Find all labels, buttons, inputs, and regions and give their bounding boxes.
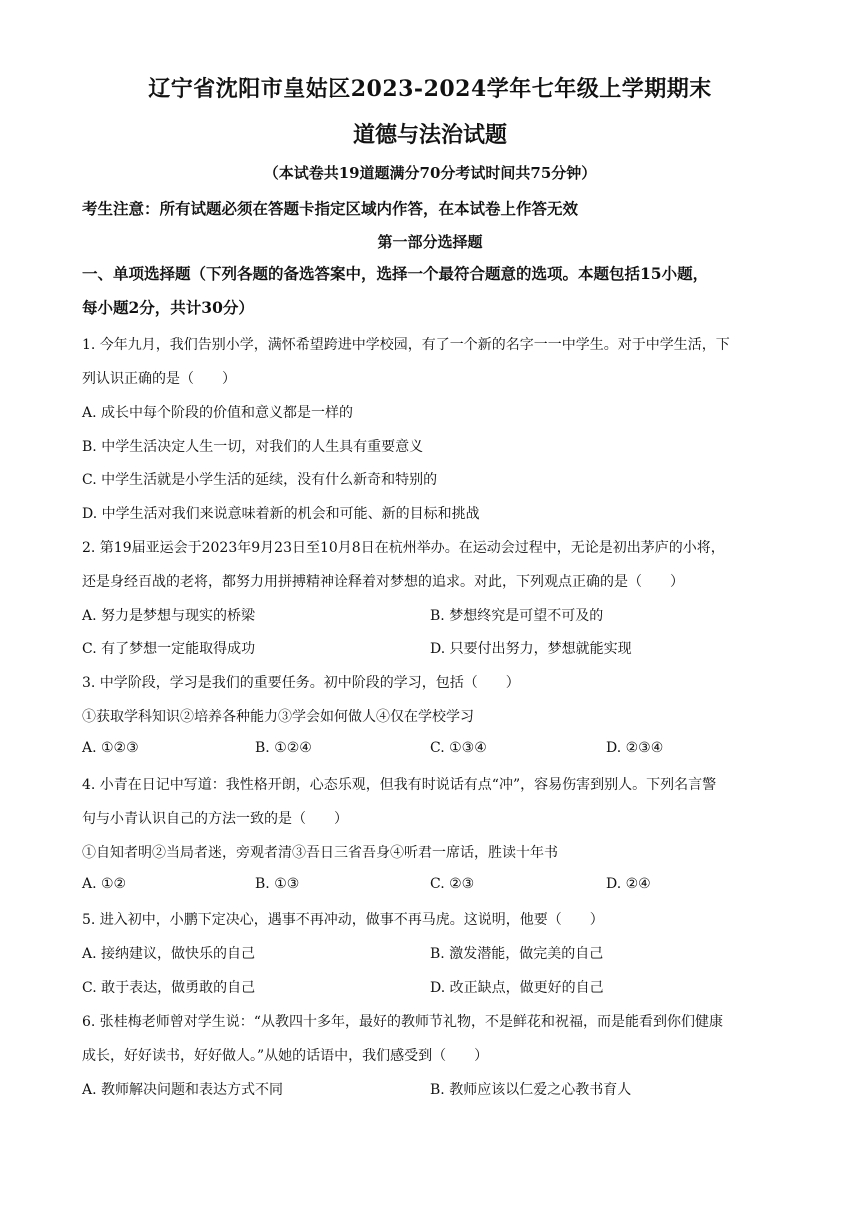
- q4-stem-line3: ①自知者明②当局者迷，旁观者清③吾日三省吾身④听君一席话，胜读十年书: [82, 845, 558, 861]
- section-heading-line1: 一、单项选择题（下列各题的备选答案中，选择一个最符合题意的选项。本题包括15小题，: [82, 264, 709, 283]
- q6-option-a: A. 教师解决问题和表达方式不同: [82, 1082, 284, 1098]
- q1-stem-line2: 列认识正确的是（ ）: [82, 371, 236, 387]
- q4-stem-line1: 4. 小青在日记中写道：我性格开朗，心态乐观，但我有时说话有点“冲”，容易伤害到别人。下列名言警: [82, 777, 717, 793]
- q5-option-d: D. 改正缺点，做更好的自己: [430, 980, 604, 996]
- q3-option-a: A. ①②③: [82, 740, 139, 756]
- q5-option-a: A. 接纳建议，做快乐的自己: [82, 946, 256, 962]
- q2-option-c: C. 有了梦想一定能取得成功: [82, 641, 256, 657]
- part-heading: 第一部分选择题: [377, 233, 483, 251]
- q5-option-c: C. 敢于表达，做勇敢的自己: [82, 980, 256, 996]
- section-heading-line2: 每小题2分，共计30分）: [82, 298, 254, 317]
- q5-option-b: B. 激发潜能，做完美的自己: [430, 946, 604, 962]
- q2-stem-line2: 还是身经百战的老将，都努力用拼搏精神诠释着对梦想的追求。对此，下列观点正确的是（ ）: [82, 574, 684, 590]
- q4-option-c: C. ②③: [430, 876, 475, 892]
- q3-option-c: C. ①③④: [430, 740, 487, 756]
- q6-option-b: B. 教师应该以仁爱之心教书育人: [430, 1082, 632, 1098]
- q1-option-a: A. 成长中每个阶段的价值和意义都是一样的: [82, 405, 354, 421]
- q1-option-d: D. 中学生活对我们来说意味着新的机会和可能、新的目标和挑战: [82, 506, 480, 522]
- q3-stem-line1: 3. 中学阶段，学习是我们的重要任务。初中阶段的学习，包括（ ）: [82, 675, 520, 691]
- q3-option-d: D. ②③④: [606, 740, 664, 756]
- q4-option-b: B. ①③: [255, 876, 300, 892]
- q6-stem-line1: 6. 张桂梅老师曾对学生说：“从教四十多年，最好的教师节礼物，不是鲜花和祝福，而是能看到你们健康: [82, 1014, 723, 1030]
- q2-option-a: A. 努力是梦想与现实的桥梁: [82, 608, 256, 624]
- exam-notice: 考生注意：所有试题必须在答题卡指定区域内作答，在本试卷上作答无效: [82, 199, 579, 218]
- exam-subtitle: （本试卷共19道题满分70分考试时间共75分钟）: [263, 164, 597, 182]
- q5-stem-line1: 5. 进入初中，小鹏下定决心，遇事不再冲动，做事不再马虎。这说明，他要（ ）: [82, 912, 604, 928]
- q2-option-b: B. 梦想终究是可望不可及的: [430, 608, 604, 624]
- q6-stem-line2: 成长，好好读书，好好做人。”从她的话语中，我们感受到（ ）: [82, 1048, 489, 1064]
- q4-stem-line2: 句与小青认识自己的方法一致的是（ ）: [82, 811, 348, 827]
- q2-stem-line1: 2. 第19届亚运会于2023年9月23日至10月8日在杭州举办。在运动会过程中，无论是初出茅庐的小将，: [82, 540, 725, 556]
- q3-option-b: B. ①②④: [255, 740, 312, 756]
- q1-option-b: B. 中学生活决定人生一切，对我们的人生具有重要意义: [82, 439, 424, 455]
- exam-title-line2: 道德与法治试题: [352, 122, 507, 148]
- q1-stem-line1: 1. 今年九月，我们告别小学，满怀希望跨进中学校园，有了一个新的名字一一中学生。对于中学生活，下: [82, 337, 730, 353]
- q4-option-d: D. ②④: [606, 876, 651, 892]
- exam-title-line1: 辽宁省沈阳市皇姑区2023-2024学年七年级上学期期末: [148, 76, 712, 102]
- q2-option-d: D. 只要付出努力，梦想就能实现: [430, 641, 632, 657]
- q3-stem-line2: ①获取学科知识②培养各种能力③学会如何做人④仅在学校学习: [82, 709, 474, 725]
- q4-option-a: A. ①②: [82, 876, 127, 892]
- q1-option-c: C. 中学生活就是小学生活的延续，没有什么新奇和特别的: [82, 472, 438, 488]
